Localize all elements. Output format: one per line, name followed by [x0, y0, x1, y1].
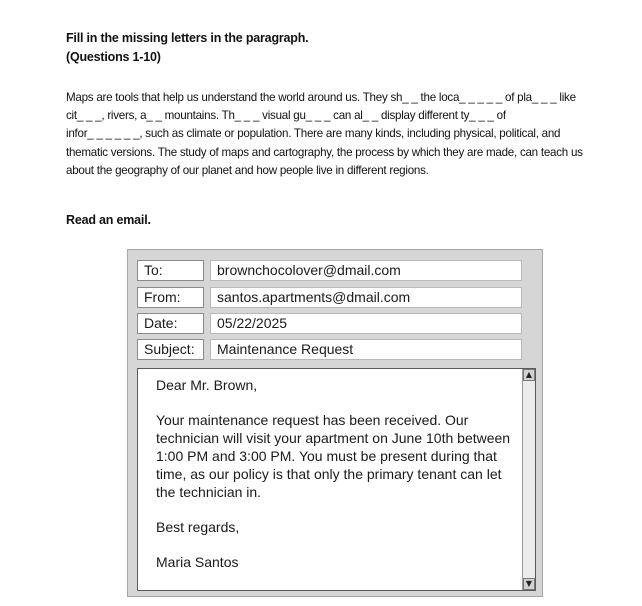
fill-in-paragraph [66, 89, 611, 180]
paragraph-line: thematic versions. The study of maps and cartography, the process by which they are made, can teach us [66, 145, 583, 159]
scroll-up-icon[interactable]: ▲ [523, 369, 535, 381]
scroll-down-icon[interactable]: ▼ [523, 578, 535, 590]
read-email-prompt: Read an email. [66, 213, 151, 227]
email-body[interactable] [137, 368, 536, 591]
paragraph-line: Maps are tools that help us understand the world around us. They sh_ _ the loca_ _ _ _ _ of pla_ _ _ like [66, 91, 576, 104]
date-field[interactable]: 05/22/2025 [210, 313, 522, 334]
question-range: (Questions 1-10) [66, 50, 161, 64]
from-label: From: [137, 287, 204, 308]
email-text [156, 376, 516, 588]
to-field[interactable]: brownchocolover@dmail.com [210, 260, 522, 281]
paragraph-line: infor_ _ _ _ _ _, such as climate or population. There are many kinds, including physical, political, and [66, 127, 561, 141]
email-greeting: Dear Mr. Brown, [156, 377, 258, 393]
worksheet-instruction: Fill in the missing letters in the paragraph. [66, 31, 309, 45]
subject-field[interactable]: Maintenance Request [210, 339, 522, 360]
from-field[interactable]: santos.apartments@dmail.com [210, 287, 522, 308]
to-label: To: [137, 260, 204, 281]
email-signature: Maria Santos [156, 554, 239, 570]
paragraph-line: cit_ _ _, rivers, a_ _ mountains. Th_ _ _ visual gu_ _ _ can al_ _ display different ty_ _ _ of [66, 109, 506, 123]
scrollbar[interactable] [522, 369, 535, 590]
date-label: Date: [137, 313, 204, 334]
email-message: Your maintenance request has been received. Our technician will visit your apartment on June 10th between 1:00 PM and 3:00 PM. You must be present during that time, as our policy is that only the primary tenant can let the technician in. [156, 412, 511, 500]
paragraph-line: about the geography of our planet and how people live in different regions. [66, 163, 429, 177]
email-window [127, 249, 543, 597]
email-closing: Best regards, [156, 519, 240, 535]
subject-label: Subject: [137, 339, 204, 360]
